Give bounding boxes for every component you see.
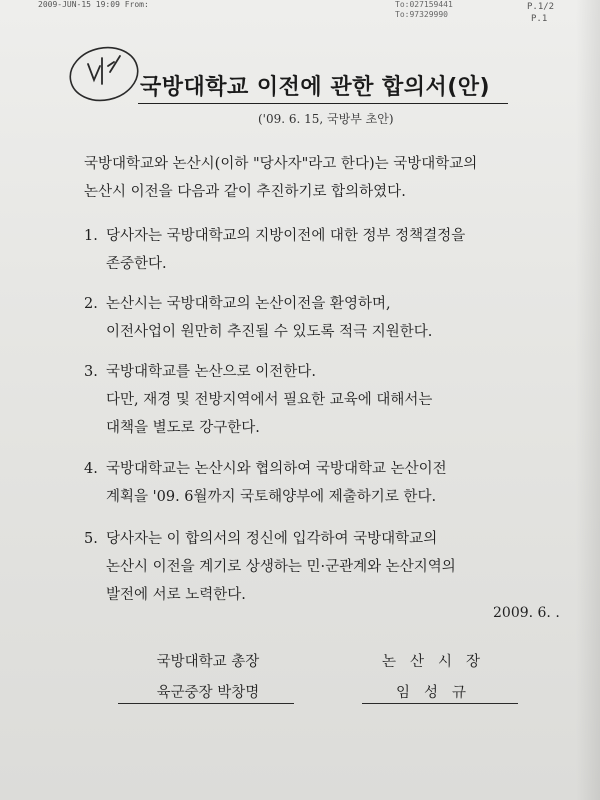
- clause-line: 발전에 서로 노력한다.: [106, 587, 246, 603]
- document-title: 국방대학교 이전에 관한 합의서(안): [140, 75, 491, 100]
- clause-line: 국방대학교는 논산시와 협의하여 국방대학교 논산이전: [106, 461, 447, 477]
- clause-line: 당사자는 이 합의서의 정신에 입각하여 국방대학교의: [106, 531, 438, 547]
- intro-line: 논산시 이전을 다음과 같이 추진하기로 합의하였다.: [84, 184, 406, 200]
- document-subtitle: ('09. 6. 15, 국방부 초안): [258, 112, 394, 126]
- signatory-role: 논산시장: [381, 654, 495, 670]
- clause-line: 이전사업이 원만히 추진될 수 있도록 적극 지원한다.: [106, 324, 433, 340]
- fax-recipient: To:97329990: [395, 10, 448, 19]
- signatory-role: 국방대학교 총장: [156, 654, 260, 670]
- signature-line-right: [362, 703, 518, 704]
- fax-sent-header: 2009-JUN-15 19:09 From:: [38, 0, 149, 9]
- clause-5: [84, 525, 456, 609]
- clause-line: 대책을 별도로 강구한다.: [106, 420, 260, 436]
- paper-shadow: [576, 0, 600, 800]
- intro-paragraph: [84, 150, 477, 206]
- clause-4: [84, 455, 447, 511]
- fax-recipient-header: [395, 0, 453, 20]
- clause-line: 계획을 '09. 6월까지 국토해양부에 제출하기로 한다.: [106, 489, 437, 505]
- clause-2: [84, 290, 432, 346]
- signature-block-left: [118, 647, 298, 709]
- document-date: 2009. 6. .: [493, 605, 560, 621]
- clause-line: 국방대학교를 논산으로 이전한다.: [106, 364, 316, 380]
- fax-page-number: P.1: [531, 14, 548, 24]
- clause-line: 당사자는 국방대학교의 지방이전에 대한 정부 정책결정을: [106, 228, 466, 244]
- clause-3: [84, 358, 432, 442]
- clause-number: 4.: [84, 461, 98, 477]
- clause-number: 5.: [84, 531, 98, 547]
- signature-line-left: [118, 703, 294, 704]
- clause-number: 1.: [84, 228, 98, 244]
- clause-number: 3.: [84, 364, 98, 380]
- clause-number: 2.: [84, 296, 98, 312]
- intro-line: 국방대학교와 논산시(이하 "당사자"라고 한다)는 국방대학교의: [84, 156, 478, 172]
- clause-line: 존중한다.: [106, 256, 167, 272]
- fax-recipient-top: To:027159441: [395, 0, 453, 9]
- signatory-name: 육군중장 박창명: [156, 685, 260, 701]
- fax-page-count: P.1/2: [527, 2, 555, 12]
- clause-line: 논산시는 국방대학교의 논산이전을 환영하며,: [106, 296, 391, 312]
- signature-block-right: [358, 647, 518, 709]
- clause-1: [84, 222, 465, 278]
- handwritten-check-mark: [64, 36, 146, 108]
- signatory-name: 임성규: [395, 685, 481, 701]
- title-underline: [138, 103, 508, 104]
- clause-line: 다만, 재경 및 전방지역에서 필요한 교육에 대해서는: [106, 392, 433, 408]
- clause-line: 논산시 이전을 계기로 상생하는 민·군관계와 논산지역의: [106, 559, 456, 575]
